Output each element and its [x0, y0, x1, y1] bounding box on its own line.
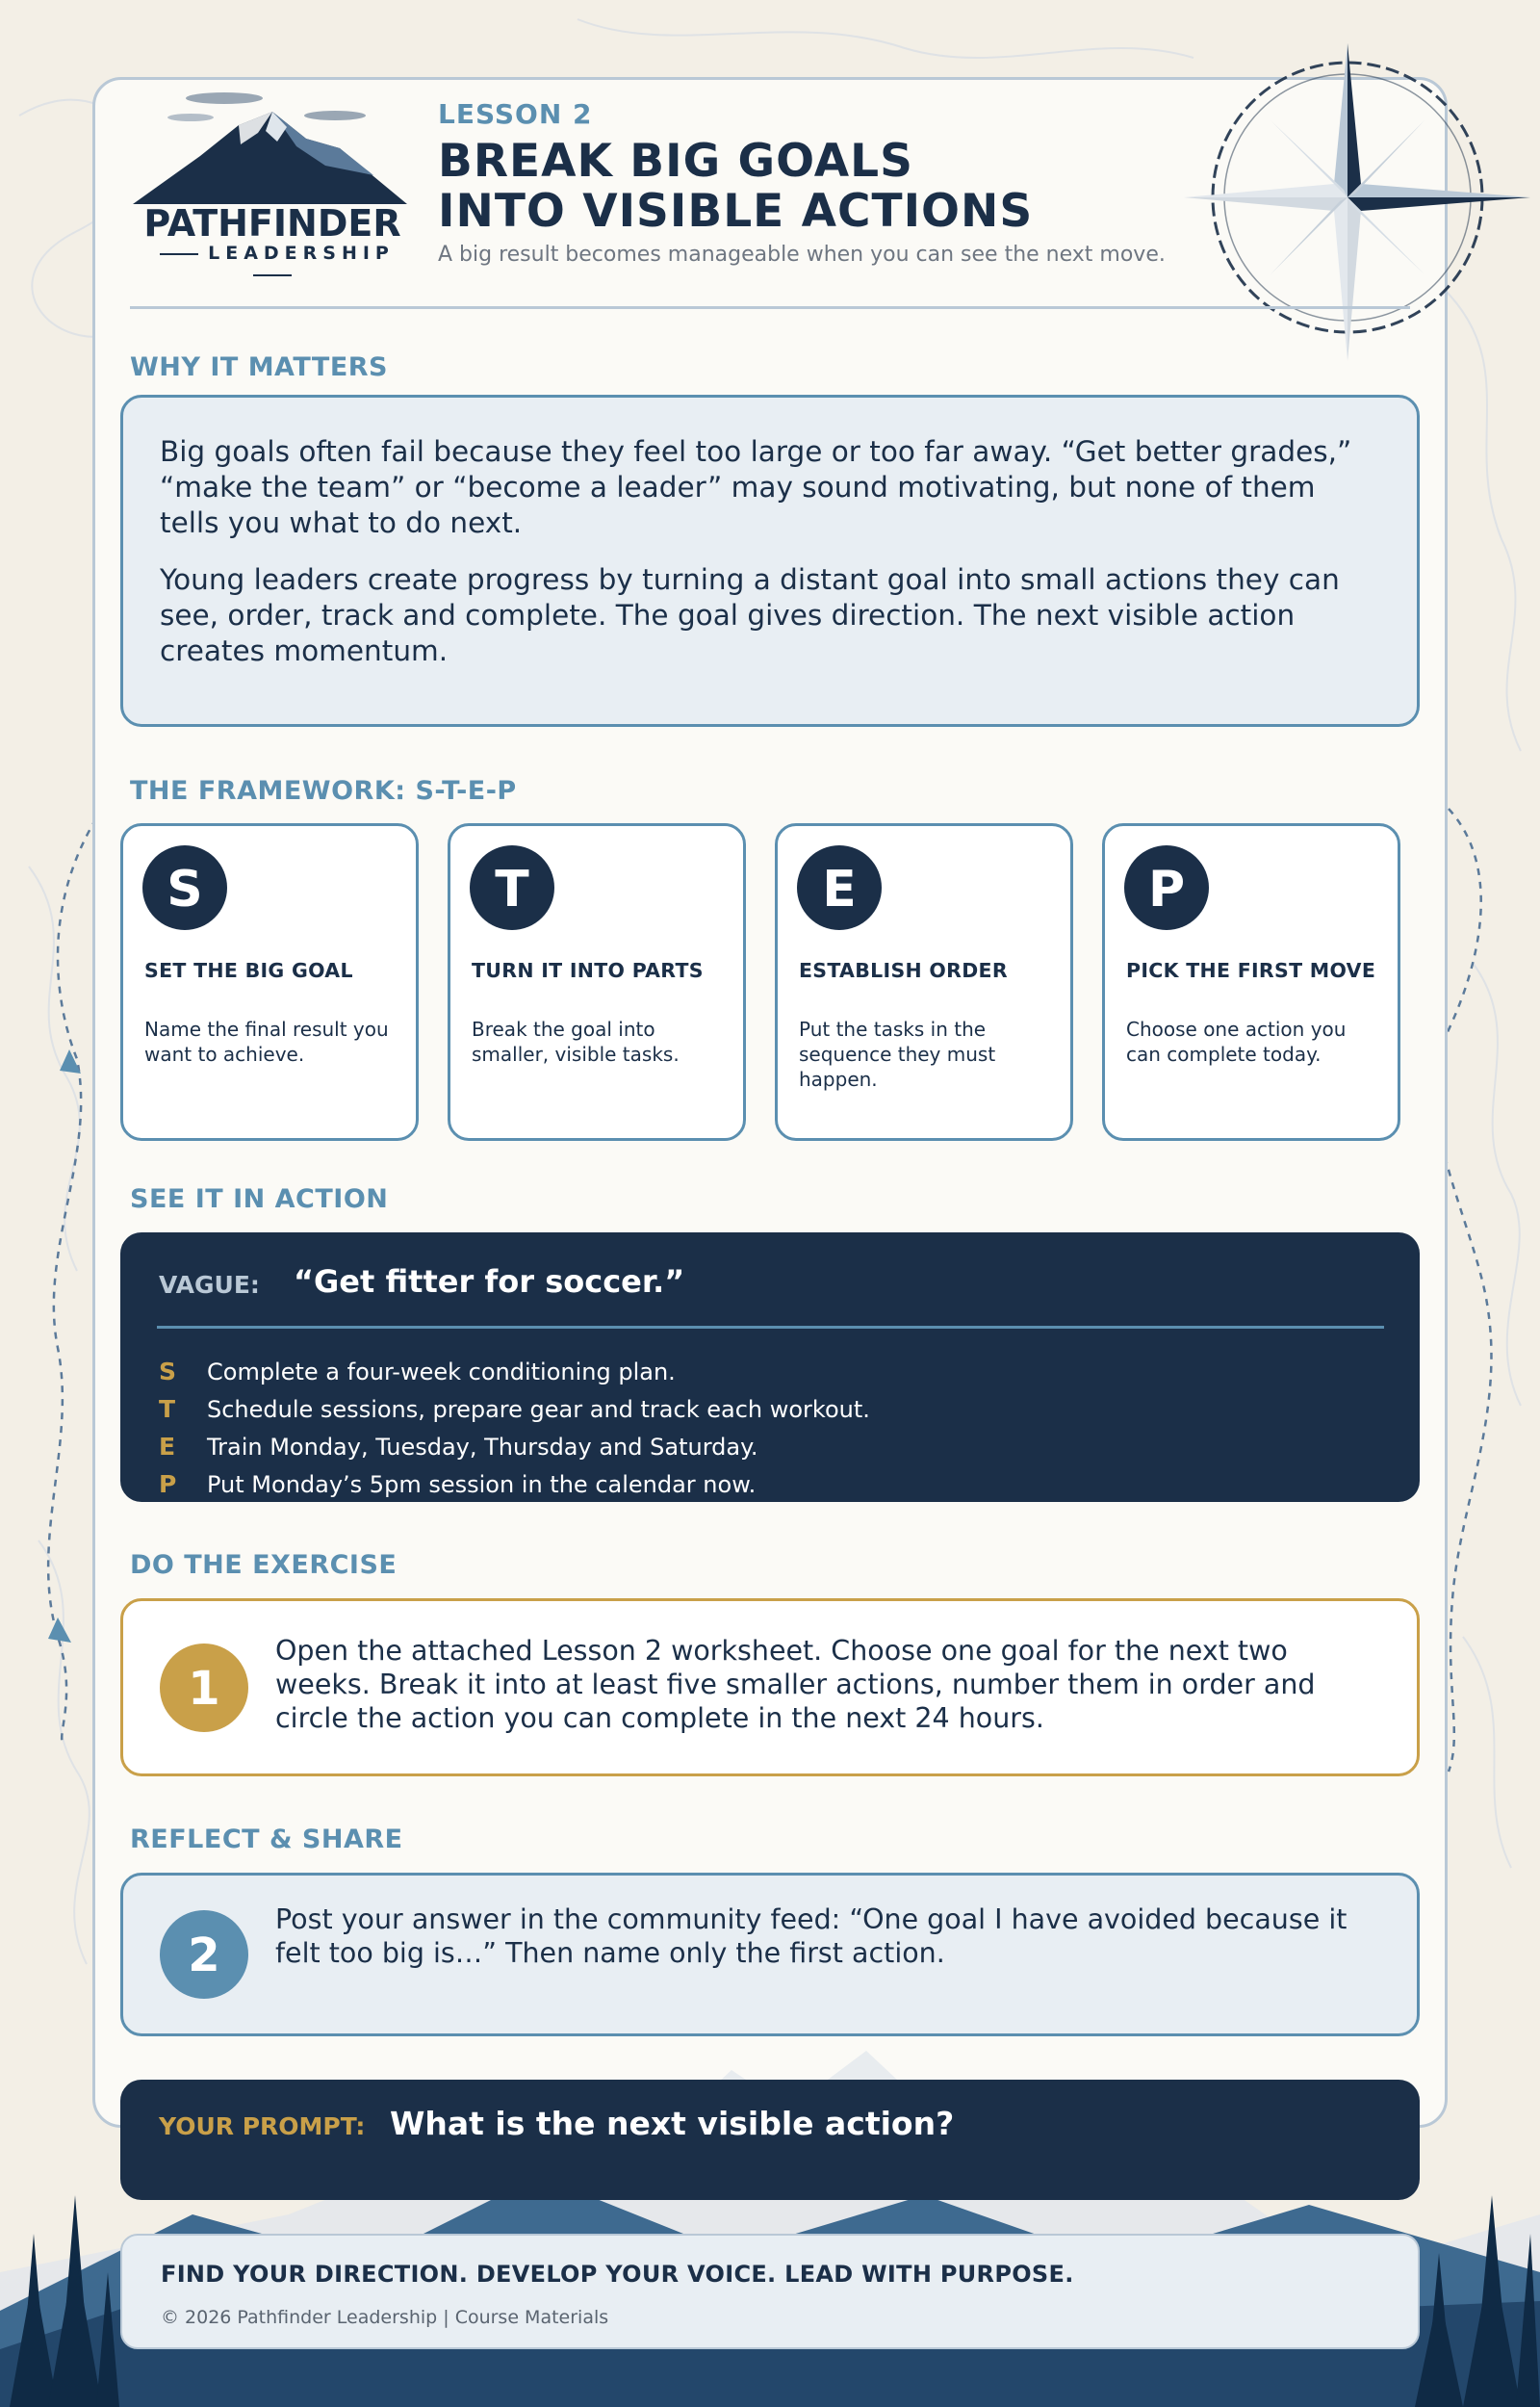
example-step-letter: E	[159, 1433, 176, 1461]
example-box	[120, 1232, 1420, 1502]
step-letter-badge: T	[470, 845, 554, 930]
exercise-text: Open the attached Lesson 2 worksheet. Choose one goal for the next two weeks. Break it into at least five smaller actions, number them in order and circle the action you can complete in the next 24 hours.	[275, 1635, 1316, 1734]
example-step-letter: T	[159, 1395, 176, 1423]
reflect-box	[120, 1873, 1420, 2036]
step-letter-badge: E	[797, 845, 882, 930]
exercise-box	[120, 1598, 1420, 1776]
brand-name: PATHFINDER	[143, 202, 401, 245]
example-step-text: Put Monday’s 5pm session in the calendar now.	[207, 1471, 757, 1498]
why-paragraph-2: Young leaders create progress by turning a distant goal into small actions they can see, order, track and complete. The goal gives direction. The next visible action creates momentum.	[160, 563, 1340, 667]
example-step-row	[159, 1395, 870, 1423]
step-card-s	[120, 823, 419, 1141]
section-label-action: SEE IT IN ACTION	[130, 1184, 389, 1214]
example-step-text: Complete a four-week conditioning plan.	[207, 1359, 676, 1385]
section-label-reflect: REFLECT & SHARE	[130, 1825, 403, 1854]
example-step-letter: P	[159, 1470, 177, 1498]
footer-copyright: © 2026 Pathfinder Leadership | Course Materials	[161, 2307, 609, 2328]
step-description: Break the goal into smaller, visible tasks.	[472, 1018, 680, 1066]
title-line-1: BREAK BIG GOALS	[438, 135, 913, 188]
step-title: PICK THE FIRST MOVE	[1126, 959, 1376, 982]
exercise-number-badge: 1	[160, 1643, 248, 1732]
why-it-matters-box	[120, 395, 1420, 727]
page-title	[438, 137, 1033, 237]
example-step-letter: S	[159, 1358, 177, 1385]
step-title: SET THE BIG GOAL	[144, 959, 353, 982]
prompt-box	[120, 2080, 1420, 2200]
step-card-e	[775, 823, 1073, 1141]
example-step-row	[159, 1358, 676, 1385]
reflect-number-badge: 2	[160, 1910, 248, 1999]
step-description: Name the final result you want to achieve.	[144, 1018, 389, 1066]
vague-goal-quote: “Get fitter for soccer.”	[294, 1263, 685, 1300]
header-divider	[130, 306, 1410, 309]
vague-label: VAGUE:	[159, 1271, 260, 1299]
step-description: Choose one action you can complete today.	[1126, 1018, 1347, 1066]
example-step-text: Train Monday, Tuesday, Thursday and Saturday.	[207, 1434, 758, 1461]
section-label-framework: THE FRAMEWORK: S-T-E-P	[130, 776, 517, 806]
page-subtitle: A big result becomes manageable when you can see the next move.	[438, 243, 1166, 267]
section-label-why: WHY IT MATTERS	[130, 352, 388, 382]
pathfinder-logo	[133, 89, 412, 272]
example-divider	[157, 1326, 1384, 1329]
footer	[120, 2234, 1420, 2349]
reflect-text: Post your answer in the community feed: “One goal I have avoided because it felt too big is…” Then name only the first action.	[275, 1903, 1348, 1969]
step-title: TURN IT INTO PARTS	[472, 959, 704, 982]
lesson-number: LESSON 2	[438, 98, 593, 130]
example-step-row	[159, 1470, 756, 1498]
brand-subname: LEADERSHIP	[133, 243, 412, 285]
prompt-label: YOUR PROMPT:	[159, 2112, 366, 2140]
compass-rose-icon	[1174, 19, 1540, 366]
example-step-text: Schedule sessions, prepare gear and track each workout.	[207, 1396, 870, 1423]
step-letter-badge: P	[1124, 845, 1209, 930]
step-card-t	[448, 823, 746, 1141]
prompt-question: What is the next visible action?	[390, 2105, 955, 2142]
footer-tagline: FIND YOUR DIRECTION. DEVELOP YOUR VOICE. LEAD WITH PURPOSE.	[161, 2261, 1074, 2288]
step-title: ESTABLISH ORDER	[799, 959, 1008, 982]
why-paragraph-1: Big goals often fail because they feel too large or too far away. “Get better grades,” “make the team” or “become a leader” may sound motivating, but none of them tells you what to do next.	[160, 435, 1352, 539]
step-card-p	[1102, 823, 1400, 1141]
mountain-logo-icon	[133, 89, 412, 214]
step-letter-badge: S	[142, 845, 227, 930]
section-label-exercise: DO THE EXERCISE	[130, 1550, 398, 1580]
step-description: Put the tasks in the sequence they must happen.	[799, 1018, 996, 1091]
title-line-2: INTO VISIBLE ACTIONS	[438, 185, 1034, 238]
example-step-row	[159, 1433, 757, 1461]
